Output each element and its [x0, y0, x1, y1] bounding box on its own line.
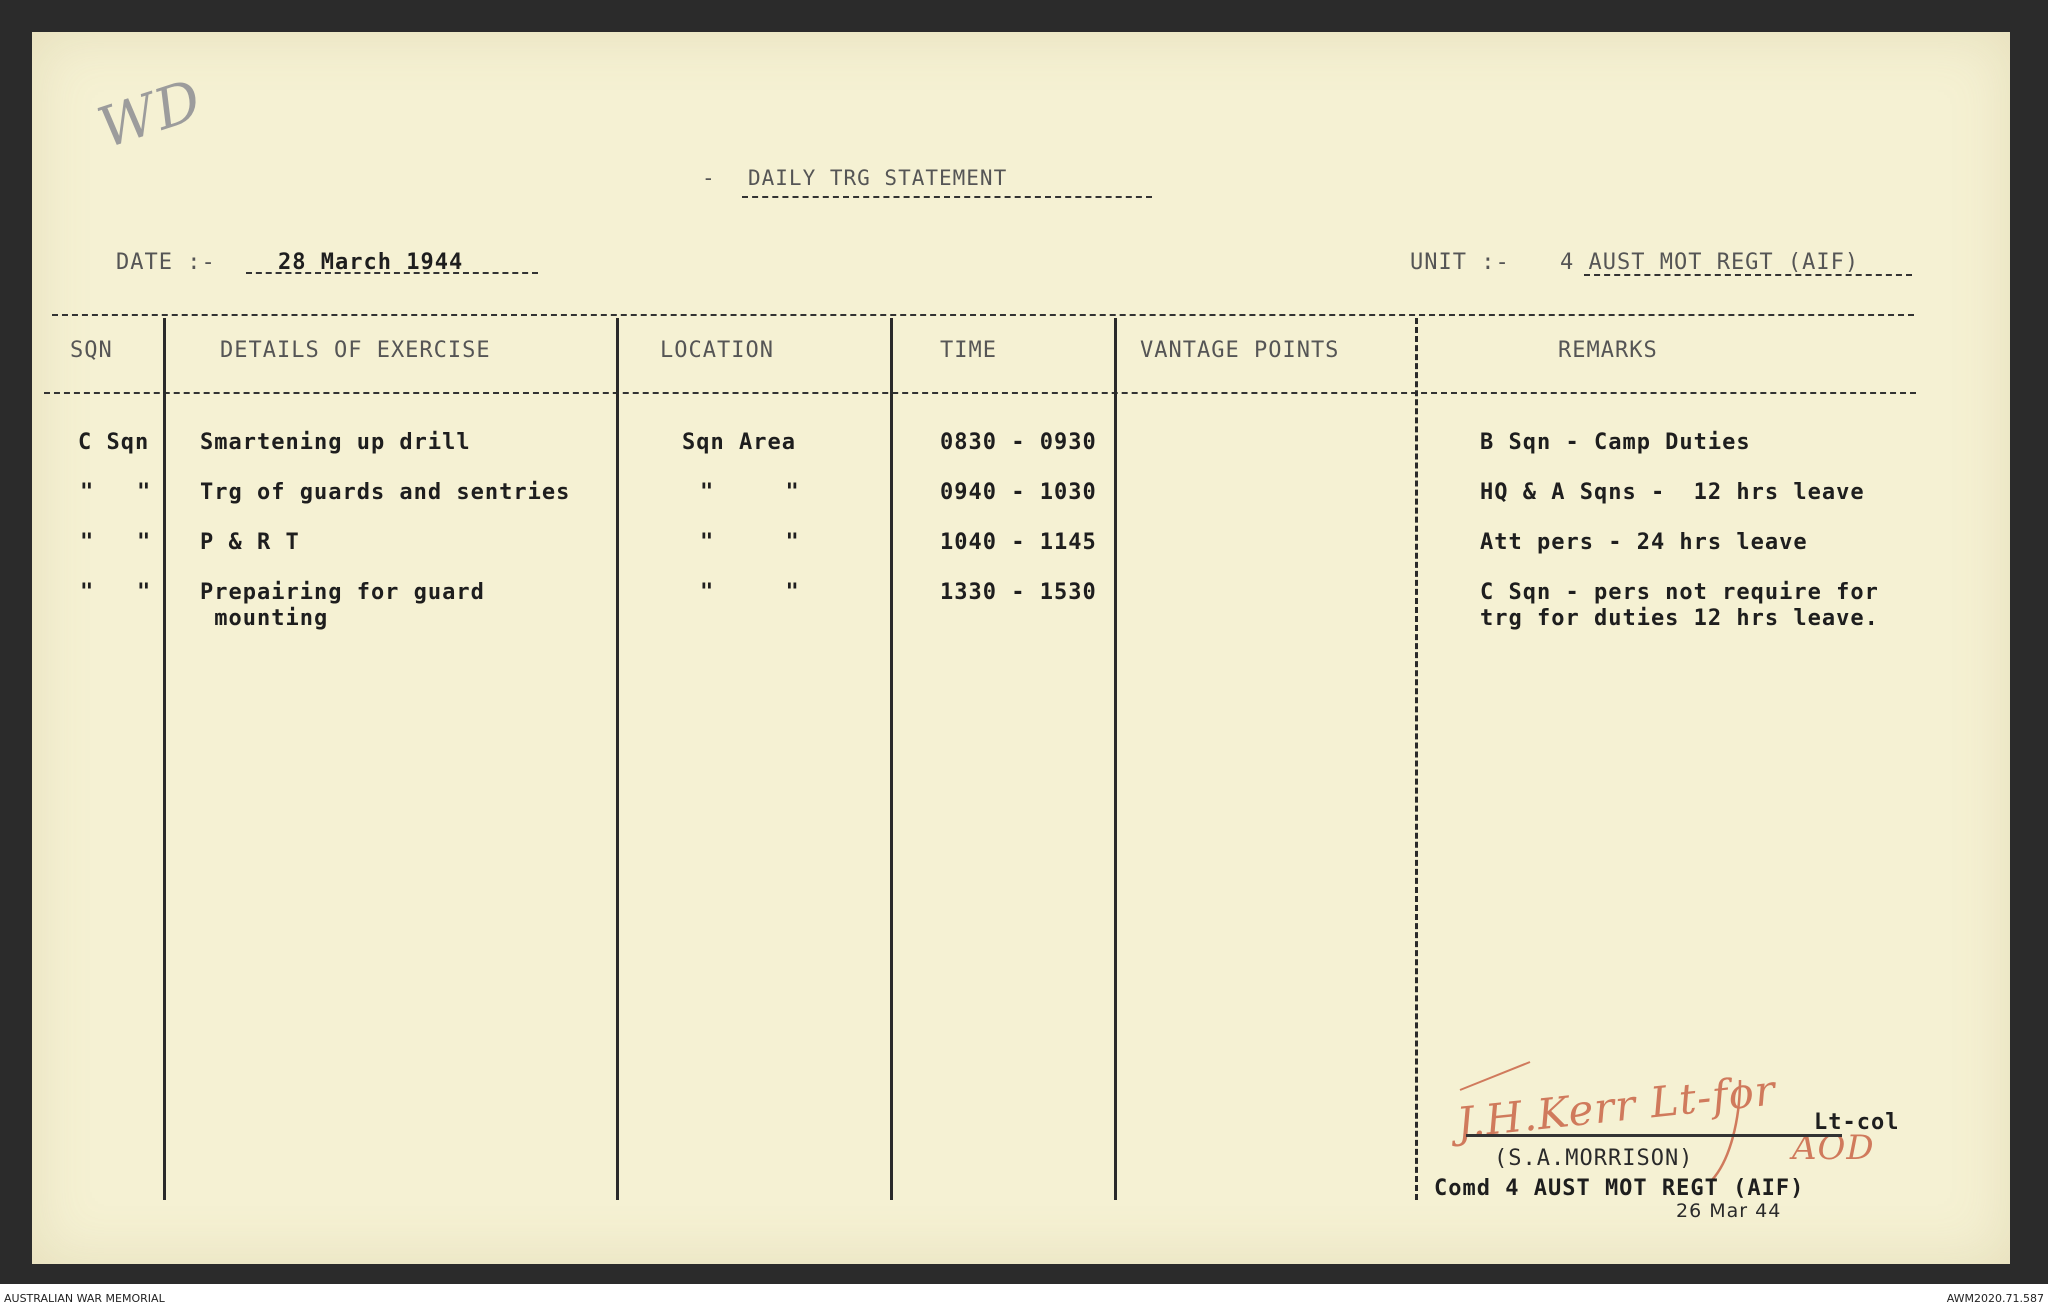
- header-vantage-points: VANTAGE POINTS: [1140, 338, 1340, 363]
- handwritten-wd-mark: WD: [90, 67, 210, 162]
- row-3-details: P & R T: [200, 530, 300, 555]
- remark-1: B Sqn - Camp Duties: [1480, 430, 1751, 455]
- column-divider-1: [163, 318, 166, 1200]
- column-divider-2: [616, 318, 619, 1200]
- header-sqn: SQN: [70, 338, 113, 363]
- row-1-location: Sqn Area: [682, 430, 796, 455]
- footer-institution: AUSTRALIAN WAR MEMORIAL: [4, 1292, 165, 1305]
- header-time: TIME: [940, 338, 997, 363]
- column-divider-3: [890, 318, 893, 1200]
- row-3-location: " ": [700, 530, 800, 555]
- row-4-time: 1330 - 1530: [940, 580, 1097, 605]
- row-1-time: 0830 - 0930: [940, 430, 1097, 455]
- signatory-position: Comd 4 AUST MOT REGT (AIF): [1434, 1176, 1805, 1201]
- unit-underline: [1584, 274, 1912, 276]
- remark-2: HQ & A Sqns - 12 hrs leave: [1480, 480, 1865, 505]
- remark-3: Att pers - 24 hrs leave: [1480, 530, 1808, 555]
- remark-4: C Sqn - pers not require for trg for duties 12 hrs leave.: [1480, 580, 1879, 631]
- row-3-sqn: " ": [80, 530, 152, 555]
- row-1-details: Smartening up drill: [200, 430, 471, 455]
- pencil-note-aod: AOD: [1792, 1128, 1875, 1168]
- signatory-name: (S.A.MORRISON): [1494, 1146, 1694, 1171]
- row-2-time: 0940 - 1030: [940, 480, 1097, 505]
- signatory-rank: Lt-col: [1814, 1110, 1900, 1135]
- handwritten-signature: J.H.Kerr Lt-for: [1454, 1065, 1779, 1148]
- row-2-location: " ": [700, 480, 800, 505]
- table-header-rule: [44, 392, 1916, 394]
- signature-date: 26 Mar 44: [1676, 1200, 1782, 1222]
- row-3-time: 1040 - 1145: [940, 530, 1097, 555]
- header-location: LOCATION: [660, 338, 774, 363]
- footer-accession-number: AWM2020.71.587: [1946, 1292, 2044, 1305]
- date-underline: [246, 272, 538, 274]
- unit-value: 4 AUST MOT REGT (AIF): [1560, 250, 1860, 275]
- title-underline: [742, 196, 1152, 198]
- table-top-rule: [52, 314, 1914, 316]
- row-4-location: " ": [700, 580, 800, 605]
- row-4-details: Prepairing for guard mounting: [200, 580, 485, 631]
- row-2-sqn: " ": [80, 480, 152, 505]
- signature-line: [1466, 1134, 1842, 1137]
- archive-footer: [0, 1284, 2048, 1307]
- row-2-details: Trg of guards and sentries: [200, 480, 571, 505]
- row-4-sqn: " ": [80, 580, 152, 605]
- date-value: 28 March 1944: [278, 250, 464, 275]
- row-1-sqn: C Sqn: [78, 430, 150, 455]
- column-divider-5: [1415, 318, 1418, 1200]
- header-remarks: REMARKS: [1558, 338, 1658, 363]
- header-details: DETAILS OF EXERCISE: [220, 338, 491, 363]
- column-divider-4: [1114, 318, 1117, 1200]
- title-dash: -: [702, 166, 716, 190]
- date-label: DATE :-: [116, 250, 216, 275]
- document-title: DAILY TRG STATEMENT: [748, 166, 1008, 190]
- unit-label: UNIT :-: [1410, 250, 1510, 275]
